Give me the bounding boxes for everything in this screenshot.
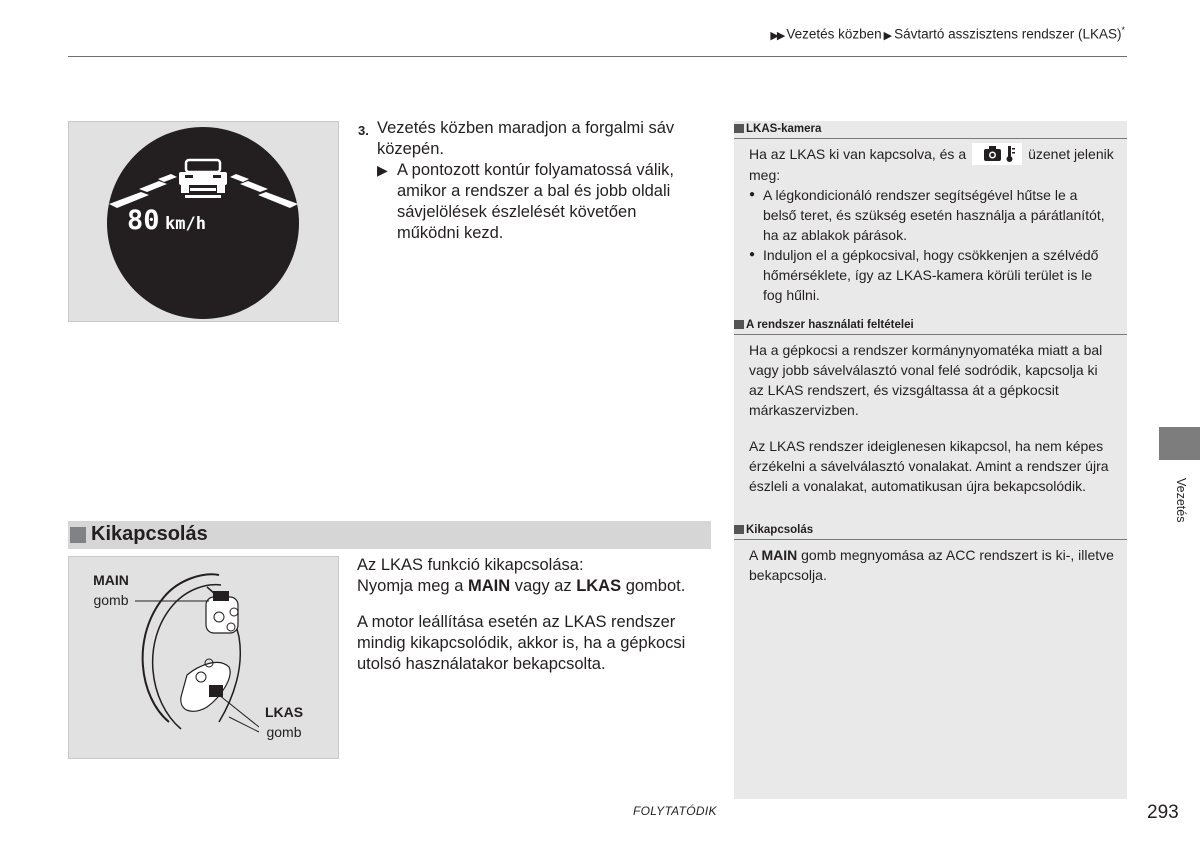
lkas-button-sublabel: gomb: [266, 724, 302, 740]
list-item: ● Induljon el a gépkocsival, hogy csökkenjen a szélvédő hőmérséklete, így az LKAS-kamera körüli terület is le fog hűlni.: [749, 245, 1114, 305]
list-item: ● A légkondicionáló rendszer segítségével hűtse le a belső teret, és szükség esetén használja a párátlanítót, ha az ablakok párások.: [749, 185, 1114, 245]
step-note: [377, 160, 698, 244]
lkas-button-callout: [258, 702, 310, 742]
section-heading-bar: [68, 521, 711, 549]
off-intro: Az LKAS funkció kikapcsolása:: [357, 556, 584, 574]
conditions-para-2: Az LKAS rendszer ideiglenesen kikapcsol, ha nem képes érzékelni a sávelválasztó vonalakat. Amint a rendszer újra észleli a vonalakat, automatikusan újra bekapcsolódik.: [749, 438, 1109, 494]
note-off: [749, 545, 1114, 585]
camera-tips-list: [749, 185, 1114, 305]
chapter-tab[interactable]: [1159, 427, 1200, 460]
page-number: 293: [1147, 802, 1179, 823]
camera-intro: Ha az LKAS ki van kapcsolva, és a üzenet jelenik meg:: [749, 143, 1114, 185]
breadcrumb-item-driving[interactable]: Vezetés közben: [786, 26, 882, 42]
step-number: 3.: [358, 123, 369, 138]
double-triangle-icon: ▶▶: [770, 29, 784, 42]
lkas-display-figure: [68, 121, 339, 322]
main-button-label: MAIN: [93, 572, 129, 588]
main-button-sublabel: gomb: [93, 592, 129, 608]
footnote-marker: *: [1121, 25, 1125, 35]
main-keyword: MAIN: [761, 547, 798, 563]
note-camera: [749, 143, 1114, 305]
conditions-para-1: Ha a gépkocsi a rendszer kormánynyomatéka miatt a bal vagy jobb sávelválasztó vonal felé sodródik, kapcsolja ki az LKAS rendszert, és vizsgáltassa át a gépkocsit márkaszervizben.: [749, 342, 1103, 418]
header-divider: [68, 56, 1127, 57]
note-heading-off: Kikapcsolás: [734, 522, 1127, 540]
breadcrumb: [770, 25, 1125, 42]
lkas-button-label: LKAS: [264, 704, 304, 720]
note-heading-conditions: A rendszer használati feltételei: [734, 317, 1127, 335]
off-engine-note: A motor leállítása esetén az LKAS rendszer mindig kikapcsolódik, akkor is, ha a gépkocsi utolsó használatakor bekapcsolta.: [357, 613, 686, 673]
breadcrumb-item-lkas[interactable]: Sávtartó asszisztens rendszer (LKAS): [894, 26, 1122, 42]
note-reference-icon: [734, 124, 744, 133]
arrow-right-icon: ▶: [377, 162, 388, 178]
side-notes-panel: [734, 121, 1127, 799]
note-heading-camera: LKAS-kamera: [734, 121, 1127, 139]
off-press-line: Nyomja meg a MAIN vagy az LKAS gombot.: [357, 577, 686, 595]
speed-readout: 80: [127, 205, 160, 236]
note-reference-icon: [734, 320, 744, 329]
lkas-display-illustration: [69, 122, 338, 321]
step-3: [358, 118, 698, 244]
lkas-keyword: LKAS: [576, 577, 622, 595]
camera-temperature-icon: [972, 143, 1022, 165]
main-keyword: MAIN: [467, 577, 511, 595]
chapter-tab-label: Vezetés: [1174, 478, 1188, 523]
note-conditions: [749, 340, 1114, 496]
off-instructions: [357, 555, 717, 675]
speed-unit: km/h: [165, 214, 206, 234]
main-button-callout: [84, 570, 138, 610]
step-text: Vezetés közben maradjon a forgalmi sáv közepén.: [377, 119, 675, 158]
triangle-icon: ▶: [883, 29, 893, 42]
square-bullet-icon: [70, 527, 86, 543]
main-button-shape: [213, 591, 229, 601]
section-title: Kikapcsolás: [91, 523, 208, 545]
step-note-text: A pontozott kontúr folyamatossá válik, amikor a rendszer a bal és jobb oldali sávjelölések észlelését követően működni kezd.: [397, 161, 674, 242]
note-reference-icon: [734, 525, 744, 534]
lkas-button-shape: [209, 685, 223, 697]
off-note-text: A MAIN gomb megnyomása az ACC rendszert is ki-, illetve bekapcsolja.: [749, 547, 1114, 583]
continues-label: FOLYTATÓDIK: [633, 804, 717, 818]
